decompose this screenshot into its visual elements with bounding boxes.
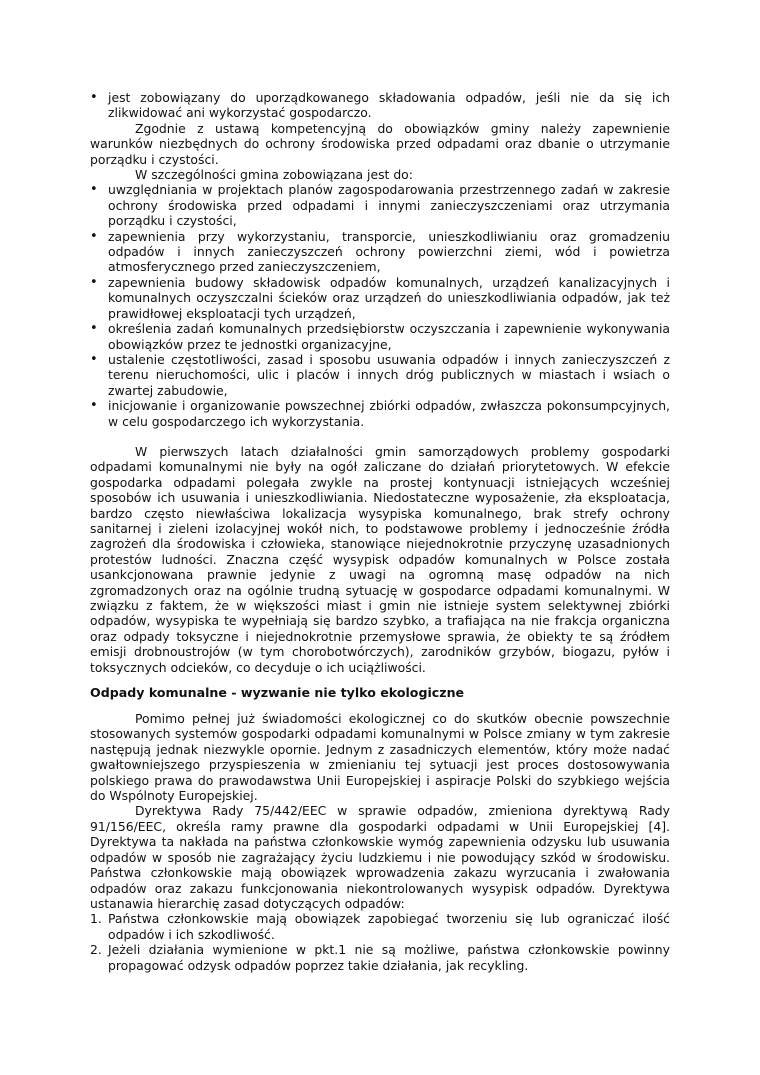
spacer (90, 701, 670, 711)
paragraph: W pierwszych latach działalności gmin samorządowych problemy gospodarki odpadami komunalnymi nie były na ogół zaliczane do działań priorytetowych. W efekcie gospodarka odpadami polegała zwykle na prostej kontynuacji istniejących wcześniej sposobów ich usuwania i unieszkodliwiania. Niedostateczne wyposażenie, zła eksploatacja, bardzo często niewłaściwa lokalizacja wysypiska komunalnego, brak strefy ochrony sanitarnej i zieleni izolacyjnej wokół nich, to podstawowe problemy i jednocześnie źródła zagrożeń dla środowiska i człowieka, stanowiące niejednokrotnie przyczynę uzasadnionych protestów ludności. Znaczna część wysypisk odpadów komunalnych w Polsce została usankcjonowana prawnie jedynie z uwagi na ogromną masę odpadów na nich zgromadzonych oraz na ogólnie trudną sytuację w gospodarce odpadami komunalnymi. W związku z faktem, że w większości miast i gmin nie istnieje system selektywnej zbiórki odpadów, wysypiska te wypełniają się bardzo szybko, a trafiająca na nie frakcja organiczna oraz odpady toksyczne i niejednokrotnie przemysłowe sprawia, że obiekty te są źródłem emisji drobnoustrojów (w tym chorobotwórczych), zarodników grzybów, biogazu, pyłów i toksycznych odcieków, co decyduje o ich uciążliwości. (90, 443, 670, 675)
list-item: • ustalenie częstotliwości, zasad i sposobu usuwania odpadów i innych zanieczyszczeń z terenu nieruchomości, ulic i placów i innych dróg publicznych w miastach i wsiach o zwartej zabudowie, (90, 352, 670, 398)
list-item-text: Jeżeli działania wymienione w pkt.1 nie są możliwe, państwa członkowskie powinny propagować odzysk odpadów poprzez takie działania, jak recykling. (108, 942, 670, 973)
paragraph: W szczególności gmina zobowiązana jest do: (135, 167, 413, 183)
list-item: • inicjowanie i organizowanie powszechnej zbiórki odpadów, zwłaszcza pokonsumpcyjnych, w celu gospodarczego ich wykorzystania. (90, 398, 670, 429)
list-item: • określenia zadań komunalnych przedsiębiorstw oczyszczania i zapewnienie wykonywania obowiązków przez te jednostki organizacyjne, (90, 321, 670, 352)
spacer (90, 429, 670, 444)
list-item: • zapewnienia przy wykorzystaniu, transporcie, unieszkodliwianiu oraz gromadzeniu odpadów i innych zanieczyszczeń ochrony powierzchni ziemi, wód i powietrza atmosferycznego przed zanieczyszczeniem, (90, 229, 670, 275)
bullet-list-gmina (90, 182, 670, 429)
list-item (90, 911, 670, 942)
paragraph: Pomimo pełnej już świadomości ekologicznej co do skutków obecnie powszechnie stosowanych systemów gospodarki odpadami komunalnymi w Polsce zmiany w tym zakresie następują jednak niezwykle opornie. Jednym z zasadniczych elementów, który może nadać gwałtowniejszego przyspieszenia w zmienianiu tej sytuacji jest proces dostosowywania polskiego prawa do prawodawstwa Unii Europejskiej i aspiracje Polski do szybkiego wejścia do Wspólnoty Europejskiej. (90, 711, 670, 804)
list-item-text: Państwa członkowskie mają obowiązek zapobiegać tworzeniu się lub ograniczać ilość odpadów i ich szkodliwość. (108, 911, 670, 942)
section-heading: Odpady komunalne - wyzwanie nie tylko ekologiczne (90, 685, 465, 701)
spacer (90, 675, 670, 685)
list-item (90, 942, 670, 973)
paragraph: Zgodnie z ustawą kompetencyjną do obowiązków gminy należy zapewnienie warunków niezbędnych do ochrony środowiska przed odpadami oraz dbanie o utrzymanie porządku i czystości. (90, 120, 670, 167)
paragraph: Dyrektywa Rady 75/442/EEC w sprawie odpadów, zmieniona dyrektywą Rady 91/156/EEC, określa ramy prawne dla gospodarki odpadami w Unii Europejskiej [4]. Dyrektywa ta nakłada na państwa członkowskie wymóg zapewnienia odzysku lub usuwania odpadów w sposób nie zagrażający życiu ludzkiemu i nie powodujący szkód w środowisku. Państwa członkowskie mają obowiązek wprowadzenia zakazu wyrzucania i zwałowania odpadów oraz zakazu funkcjonowania niekontrolowanych wysypisk odpadów. Dyrektywa ustanawia hierarchię zasad dotyczących odpadów: (90, 803, 670, 911)
list-item: • uwzględniania w projektach planów zagospodarowania przestrzennego zadań w zakresie ochrony środowiska przed odpadami i innymi zanieczyszczeniami oraz utrzymania porządku i czystości, (90, 182, 670, 228)
bullet-list-top (90, 90, 670, 121)
list-number: 2. (90, 942, 102, 958)
list-number: 1. (90, 911, 102, 927)
list-item: • zapewnienia budowy składowisk odpadów komunalnych, urządzeń kanalizacyjnych i komunalnych oczyszczalni ścieków oraz urządzeń do unieszkodliwiania odpadów, jak też prawidłowej eksploatacji tych urządzeń, (90, 275, 670, 321)
document-page (90, 90, 670, 973)
numbered-list (90, 911, 670, 973)
list-item: • jest zobowiązany do uporządkowanego składowania odpadów, jeśli nie da się ich zlikwidować ani wykorzystać gospodarczo. (90, 90, 670, 121)
